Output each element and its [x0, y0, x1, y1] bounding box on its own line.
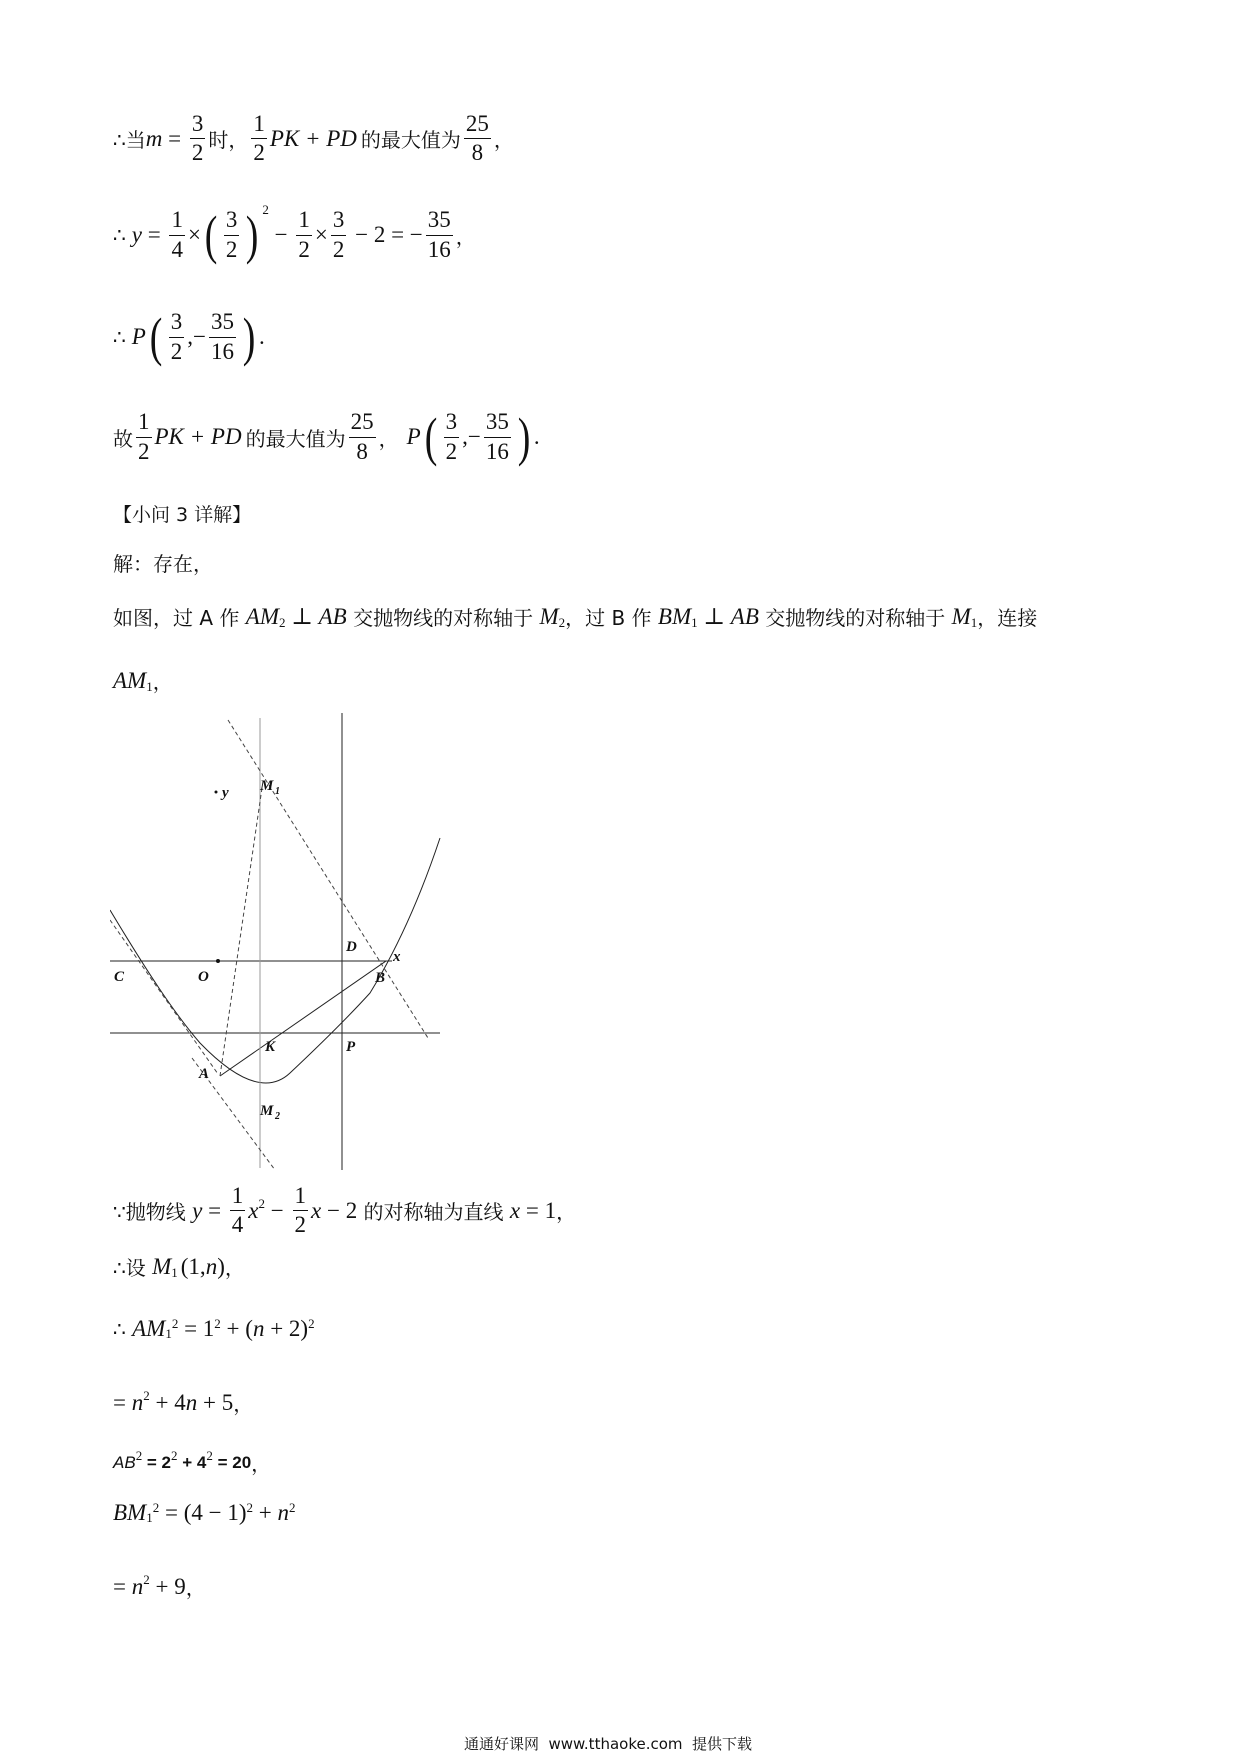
fraction: $\frac{35}{16}$ — [427, 207, 451, 262]
label-p: P — [346, 1039, 356, 1055]
line-construction: 如图，过 A 作 AM $_2$ ⊥ AB 交抛物线的对称轴于 M $_2$ ，过 B 作 BM $_1$ ⊥ AB 交抛物线的对称轴于 M $_1$ ，连接 — [113, 603, 1038, 630]
line-bm1 — [228, 720, 428, 1038]
label-c: C — [114, 969, 125, 985]
line-y-computation: ∴ y = $\frac{1}{4}$ × ( $\frac{3}{2}$ ) $^2$ − $\frac{1}{2}$ × $\frac{3}{2}$ − 2 = − $\frac{35}{16}$ ， — [113, 202, 476, 265]
line-conclusion: 故 $\frac{1}{2}$ PK + PD 的最大值为 $\frac{25}{8}$ ， P ( $\frac{3}{2}$ ,− $\frac{35}{16}$ ) . — [113, 407, 540, 467]
y-arrow-dot — [215, 791, 218, 794]
fraction: $\frac{1}{2}$ — [253, 111, 265, 166]
fraction: $\frac{3}{2}$ — [445, 409, 458, 464]
line-bm1-expanded: = n $^2$ + 9 ， — [113, 1572, 206, 1600]
label-y: y — [222, 785, 229, 801]
fraction: $\frac{3}{2}$ — [170, 309, 183, 364]
label-b: B — [375, 970, 386, 986]
line-connect-am1: AM $_1$ ， — [113, 667, 173, 694]
label-m1-sub: 1 — [275, 786, 280, 797]
line-ab-squared: AB $^2$ = 2 $^2$ + 4 $^2$ = 20 ， — [113, 1448, 272, 1476]
fraction: $\frac{1}{2}$ — [298, 207, 310, 262]
page-footer — [0, 1733, 1240, 1754]
footer-text: 通通好课网 www.tthaoke.com 提供下载 — [463, 1735, 753, 1753]
line-answer-exists: 解：存在， — [113, 552, 213, 576]
label-m1: M — [260, 778, 274, 794]
line-parabola-axis: ∵抛物线 y = $\frac{1}{4}$ x $^2$ − $\frac{1}{2}$ x − 2 的对称轴为直线 x = 1 ， — [113, 1183, 577, 1238]
geometry-figure — [110, 708, 450, 1173]
fraction: $\frac{25}{8}$ — [350, 409, 374, 464]
line-c-a — [110, 920, 218, 1074]
label-x: x — [393, 949, 401, 965]
line-point-p: ∴ P ( $\frac{3}{2}$ ,− $\frac{35}{16}$ ) . — [113, 307, 265, 367]
fraction: $\frac{1}{4}$ — [171, 207, 183, 262]
fraction: $\frac{3}{2}$ — [191, 111, 204, 166]
line-am1-squared: ∴ AM $_1$ $^2$ = 1 $^2$ + ( n + 2) $^2$ — [113, 1316, 315, 1341]
line-bm1-squared: BM $_1$ $^2$ = (4 − 1) $^2$ + n $^2$ — [113, 1500, 296, 1525]
label-m2-sub: 2 — [275, 1111, 280, 1122]
fraction: $\frac{35}{16}$ — [211, 309, 235, 364]
line-set-m1: ∴设 M $_1$ (1, n ) ， — [113, 1253, 245, 1280]
label-o: O — [198, 969, 209, 985]
label-d: D — [346, 939, 357, 955]
fraction: $\frac{35}{16}$ — [485, 409, 509, 464]
line-max-value-condition: ∴当 m = $\frac{3}{2}$ 时， $\frac{1}{2}$ PK + PD 的最大值为 $\frac{25}{8}$ ， — [113, 111, 514, 166]
fraction: $\frac{3}{2}$ — [332, 207, 345, 262]
label-a: A — [199, 1066, 210, 1082]
fraction: $\frac{1}{4}$ — [231, 1183, 244, 1238]
label-k: K — [265, 1039, 276, 1055]
fraction: $\frac{25}{8}$ — [465, 111, 489, 166]
segment-ab — [220, 961, 386, 1076]
label-m2: M — [260, 1103, 274, 1119]
fraction: $\frac{1}{2}$ — [294, 1183, 306, 1238]
section-heading: 【小问 3 详解】 — [113, 504, 252, 526]
fraction: $\frac{3}{2}$ — [225, 207, 238, 262]
fraction: $\frac{1}{2}$ — [138, 409, 150, 464]
line-am1-expanded: = n $^2$ + 4 n + 5 ， — [113, 1388, 254, 1416]
origin-dot — [216, 959, 220, 963]
